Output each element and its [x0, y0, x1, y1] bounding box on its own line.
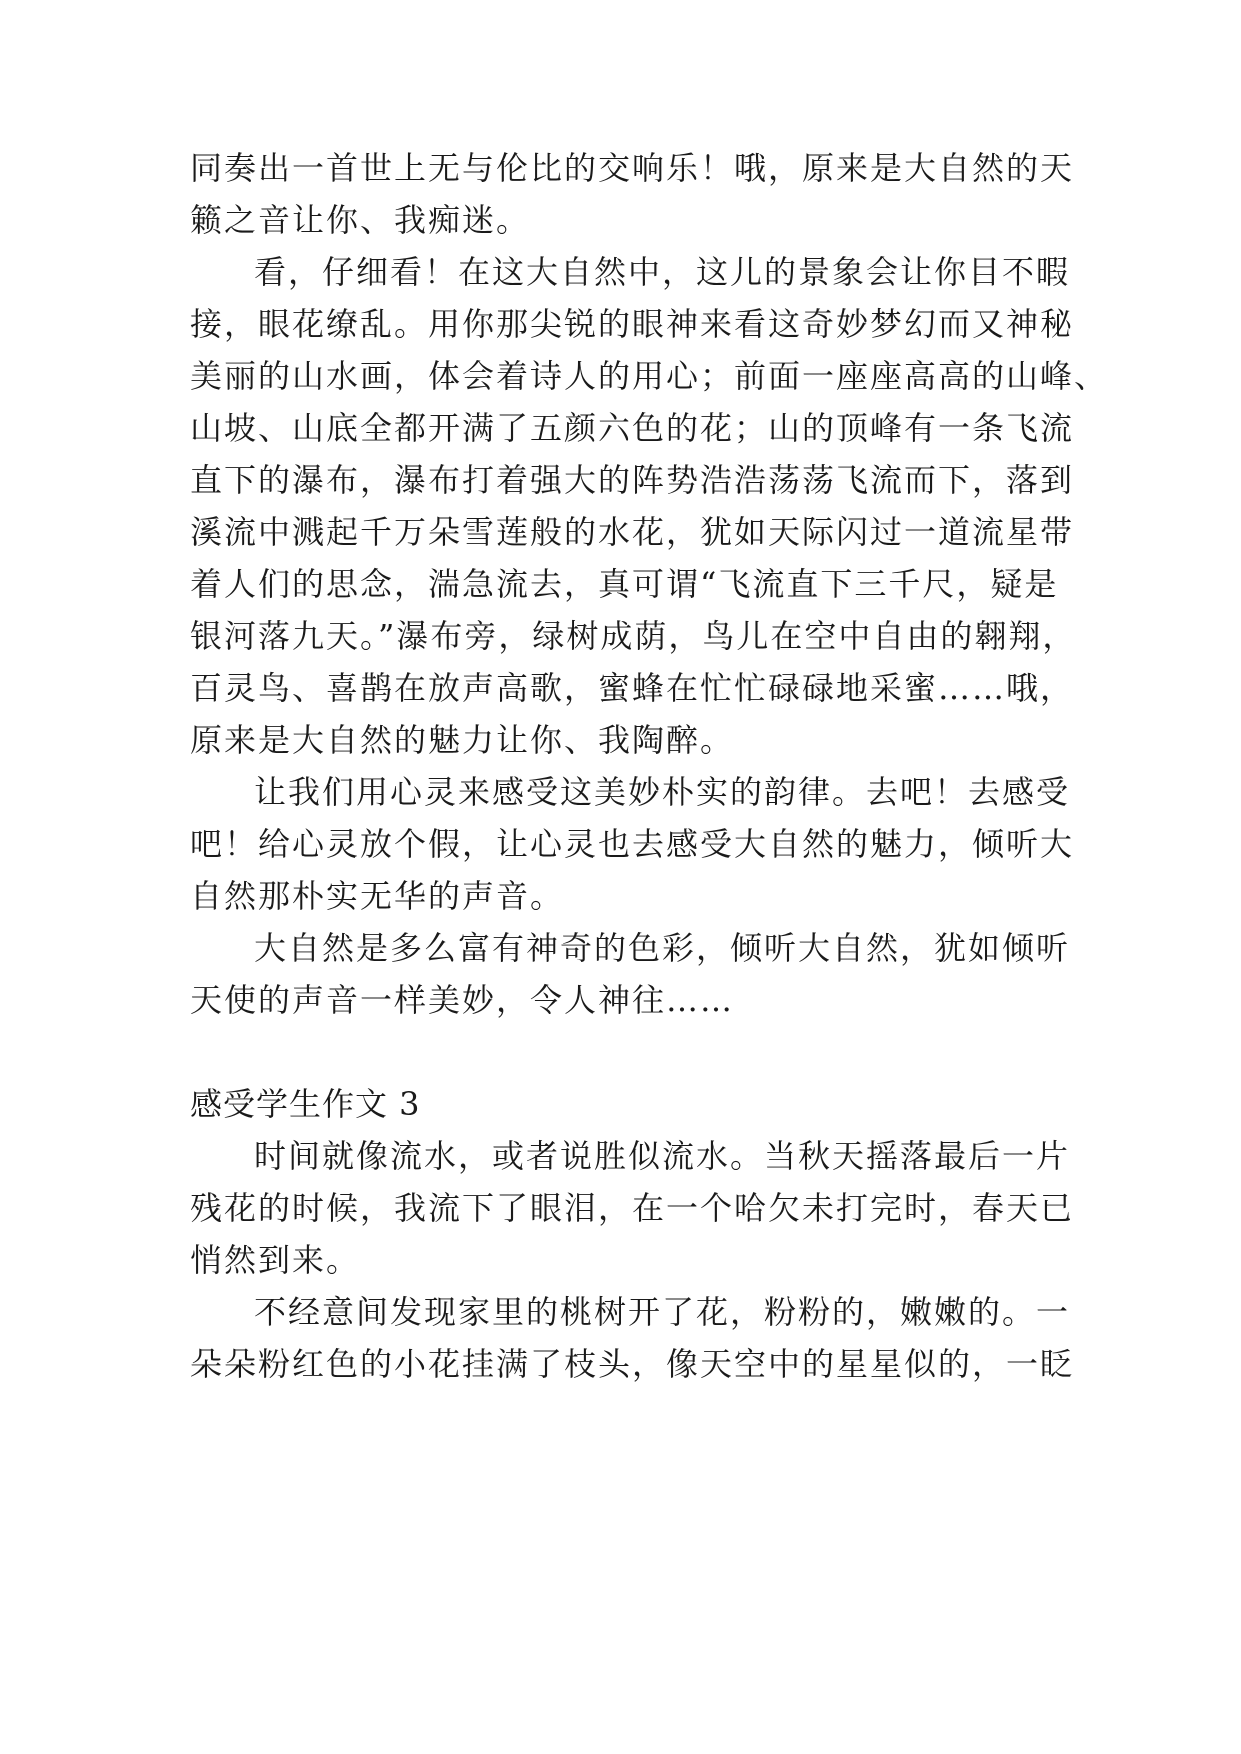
- paragraph-2-line-5: 直下的瀑布，瀑布打着强大的阵势浩浩荡荡飞流而下，落到: [190, 461, 1075, 499]
- paragraph-2-line-6: 溪流中溅起千万朵雪莲般的水花，犹如天际闪过一道流星带: [190, 513, 1075, 551]
- paragraph-3-line-2: 吧！给心灵放个假，让心灵也去感受大自然的魅力，倾听大: [190, 825, 1075, 863]
- section-heading: 感受学生作文 3: [190, 1085, 421, 1123]
- paragraph-4-line-1: 大自然是多么富有神奇的色彩，倾听大自然，犹如倾听: [254, 929, 1071, 967]
- paragraph-2-line-2: 接，眼花缭乱。用你那尖锐的眼神来看这奇妙梦幻而又神秘: [190, 305, 1075, 343]
- paragraph-2-line-10: 原来是大自然的魅力让你、我陶醉。: [190, 721, 735, 759]
- paragraph-2-line-4: 山坡、山底全都开满了五颜六色的花；山的顶峰有一条飞流: [190, 409, 1075, 447]
- paragraph-6-line-1: 不经意间发现家里的桃树开了花，粉粉的，嫩嫩的。一: [254, 1293, 1071, 1331]
- paragraph-2-line-9: 百灵鸟、喜鹊在放声高歌，蜜蜂在忙忙碌碌地采蜜……哦，: [190, 669, 1075, 707]
- paragraph-2-line-8: 银河落九天。”瀑布旁，绿树成荫，鸟儿在空中自由的翱翔，: [190, 617, 1077, 655]
- paragraph-4-line-2: 天使的声音一样美妙，令人神往……: [190, 981, 735, 1019]
- paragraph-2-line-7: 着人们的思念，湍急流去，真可谓“飞流直下三千尺，疑是: [190, 565, 1059, 603]
- paragraph-3-line-1: 让我们用心灵来感受这美妙朴实的韵律。去吧！去感受: [254, 773, 1071, 811]
- paragraph-5-line-3: 悄然到来。: [190, 1241, 361, 1279]
- paragraph-2-line-1: 看，仔细看！在这大自然中，这儿的景象会让你目不暇: [254, 253, 1071, 291]
- paragraph-1-line-2: 籁之音让你、我痴迷。: [190, 201, 531, 239]
- paragraph-5-line-1: 时间就像流水，或者说胜似流水。当秋天摇落最后一片: [254, 1137, 1071, 1175]
- paragraph-6-line-2: 朵朵粉红色的小花挂满了枝头，像天空中的星星似的，一眨: [190, 1345, 1075, 1383]
- paragraph-2-line-3: 美丽的山水画，体会着诗人的用心；前面一座座高高的山峰、: [190, 357, 1109, 395]
- paragraph-5-line-2: 残花的时候，我流下了眼泪，在一个哈欠未打完时，春天已: [190, 1189, 1075, 1227]
- paragraph-3-line-3: 自然那朴实无华的声音。: [190, 877, 565, 915]
- paragraph-1-line-1: 同奏出一首世上无与伦比的交响乐！哦，原来是大自然的天: [190, 149, 1075, 187]
